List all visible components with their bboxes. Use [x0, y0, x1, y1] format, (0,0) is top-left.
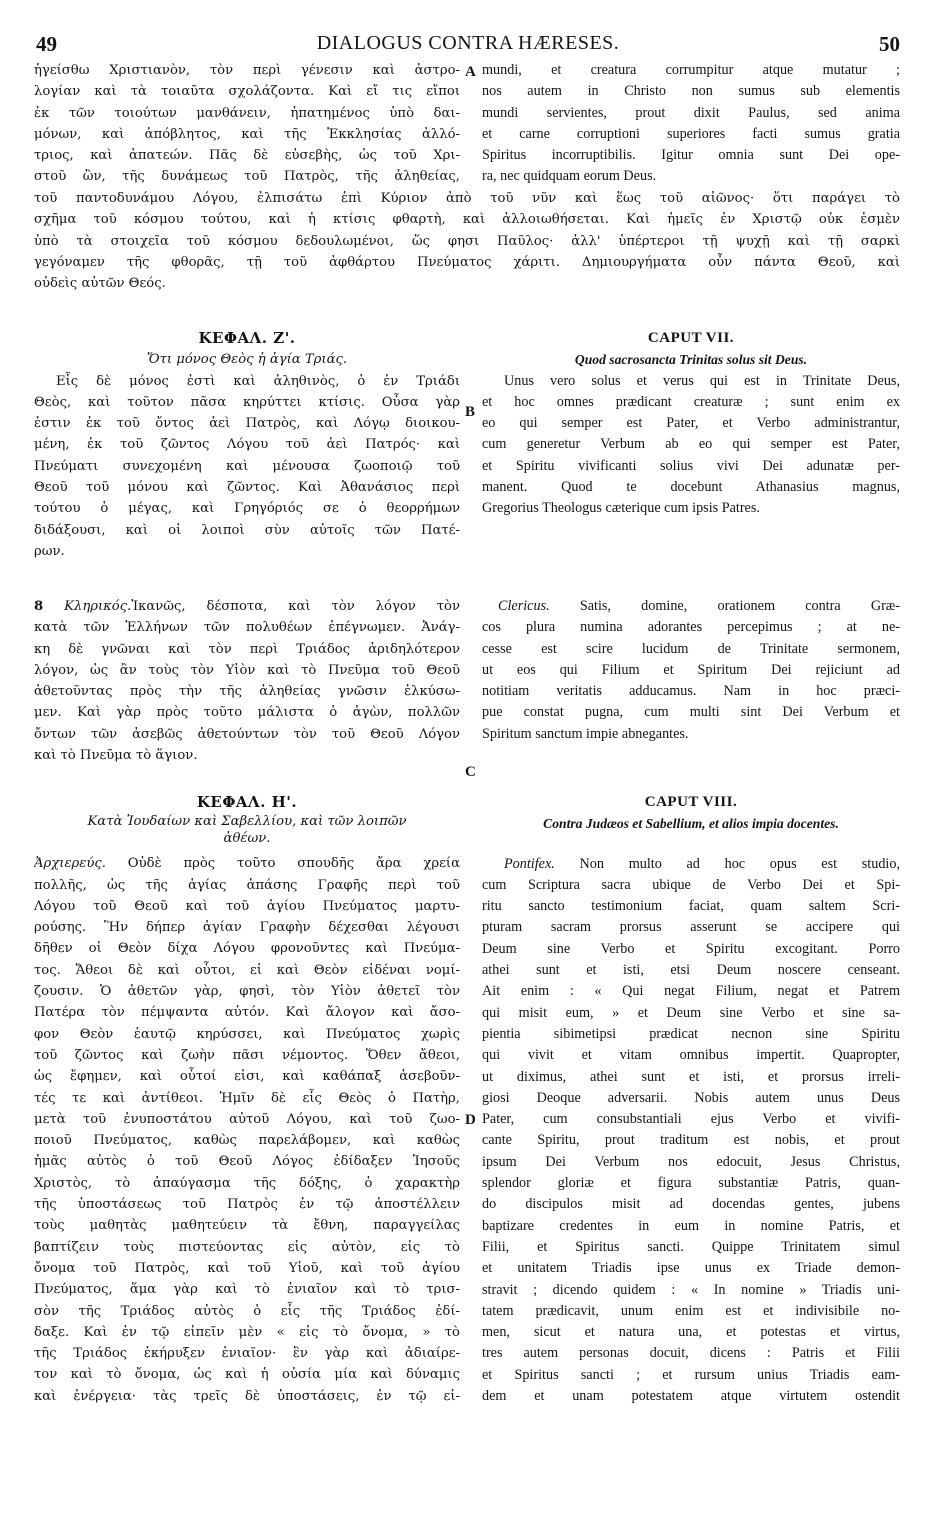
- latin-line: tres autem personas docuit, dicens : Patris et Filii: [482, 1345, 900, 1362]
- greek-line: τριος, καὶ ἀπατεών. Πᾶς δὲ εὐσεβὴς, ὡς τοῦ Χρι-: [34, 148, 460, 164]
- greek-line: μεν. Καὶ γὰρ πρὸς τοῦτο μάλιστα ὁ ἀγὼν, πολλῶν: [34, 705, 460, 721]
- greek-line: διδάξουσι, καὶ οἱ λοιποὶ σὺν αὐτοῖς τῶν Πατέ-: [34, 522, 460, 538]
- greek-line: τοὺς μαθητὰς μαθητεύειν τὰ ἔθνη, παραγγείλας: [34, 1218, 460, 1234]
- latin-line: Spiritum sanctum impie abnegantes.: [482, 725, 689, 742]
- greek-line: τῆς ὑποστάσεως τοῦ Πατρὸς ἐν τῷ ἀποστέλλειν: [34, 1197, 460, 1213]
- latin-line: et unitatem Triadis ipse unus ex Triade demon-: [482, 1260, 900, 1277]
- greek-text: Οὐδὲ πρὸς τοῦτο σπουδῆς ἄρα χρεία: [127, 856, 460, 872]
- latin-line: Spiritus incorruptibilis. Igitur omnia sunt Dei ope-: [482, 147, 900, 164]
- greek-line: στοῦ ὢν, τῆς δυνάμεως τοῦ Πατρὸς, τῆς ἀληθείας,: [34, 169, 460, 185]
- latin-speaker: Clericus.: [498, 598, 550, 614]
- latin-line: qui misit eum, » et Deum sine Verbo et sine sa-: [482, 1004, 900, 1021]
- greek-chapter-heading: ΚΕΦΑΛ. Η'.: [196, 793, 298, 811]
- greek-line: βαπτίζειν τοὺς πιστεύοντας εἰς αὐτὸν, εἰς τὸ: [34, 1239, 460, 1255]
- greek-line: ρων.: [34, 543, 65, 559]
- latin-chapter-subtitle: Quod sacrosancta Trinitas solus sit Deus.: [574, 352, 808, 368]
- latin-line: [482, 854, 900, 875]
- greek-line: ποιοῦ Πνεύματος, καθὼς παρελάβομεν, καὶ καθὼς: [34, 1133, 460, 1149]
- margin-mark-d: D: [465, 1112, 476, 1128]
- greek-speaker: Ἀρχιερεύς.: [34, 856, 106, 872]
- latin-line: cesse est scire lucidum de Trinitate sermonem,: [482, 640, 900, 657]
- latin-speaker: Pontifex.: [504, 855, 555, 872]
- margin-mark-a: A: [465, 64, 476, 80]
- greek-line: λογίαν καὶ τὰ τοιαῦτα σχολάζοντα. Καὶ εἴ τις εἴποι: [34, 84, 460, 100]
- latin-line: cante Spiritu, prout traditum est nobis, et prout: [482, 1132, 900, 1149]
- latin-line: ritu sancto testimonium faciat, quam saltem Scri-: [482, 898, 900, 915]
- greek-line: οὐδεὶς αὐτῶν Θεός.: [34, 276, 166, 292]
- greek-line: ἐκ τῶν τοιούτων μανθάνειν, ἠπατημένος ὑπὸ δαι-: [34, 105, 460, 121]
- latin-chapter-7: [482, 328, 900, 520]
- latin-line: manent. Quod te docebunt Athanasius magnus,: [482, 479, 900, 496]
- latin-line: splendor gloriæ et figura substantiæ Patris, quan-: [482, 1175, 900, 1192]
- latin-line: ut eos qui Filium et Spiritum Dei rejiciunt ad: [482, 661, 900, 678]
- latin-line: et Spiritu vivificanti solius vivi Dei adunatæ per-: [482, 457, 900, 474]
- latin-line: pue constat pugna, cum multi sint Dei Verbum et: [482, 704, 900, 721]
- greek-line: [34, 596, 460, 617]
- greek-line: Θεοῦ τοῦ μόνου καὶ ζῶντος. Καὶ Ἀθανάσιος περὶ: [34, 480, 460, 496]
- greek-line: πολλῆς, ὡς τῆς ἁγίας ἁπάσης Γραφῆς περὶ τοῦ: [34, 877, 460, 893]
- greek-line: Λόγου τοῦ Θεοῦ καὶ τοῦ ἁγίου Πνεύματος μαρτυ-: [34, 898, 460, 914]
- latin-chapter-heading: CAPUT VIII.: [644, 794, 738, 810]
- latin-line: Gregorius Theologus cæterique cum ipsis Patres.: [482, 500, 760, 517]
- latin-line: et carne corruptioni superiores facti sumus gratia: [482, 125, 900, 142]
- margin-mark-b: B: [465, 404, 476, 420]
- page-number-right: 50: [879, 32, 900, 56]
- greek-full-width-passage: [34, 188, 900, 294]
- greek-line: τοῦ παντοδυνάμου Λόγου, ἐλπισάτω ἐπὶ Κύριον ἀπὸ τοῦ νῦν καὶ ἕως τοῦ αἰῶνος· ὅτι παράγει τὸ: [34, 191, 900, 206]
- greek-line: μένη, ἐκ τοῦ ζῶντος Λόγου τοῦ ἀεὶ Πατρός· καὶ: [34, 437, 460, 453]
- greek-line: μόνων, καὶ ἀπόβλητος, καὶ τῆς Ἐκκλησίας ἀλλό-: [34, 126, 460, 142]
- greek-line: Πνεύματι συνεχομένη καὶ μένουσα ζωοποιῷ τοῦ: [34, 458, 460, 474]
- latin-text: Non multo ad hoc opus est studio,: [579, 855, 900, 872]
- latin-line: ut diximus, athei sunt et isti, et prorsus irreli-: [482, 1068, 900, 1085]
- latin-line: Pater, cum consubstantiali ejus Verbo et vivifi-: [482, 1111, 900, 1128]
- greek-line: καὶ τὸ Πνεῦμα τὸ ἅγιον.: [34, 748, 198, 764]
- greek-chapter-heading: ΚΕΦΑΛ. Ζ'.: [198, 329, 296, 347]
- greek-chapter-7: [34, 328, 460, 562]
- greek-line: ὑπὸ τὰ στοιχεῖα τοῦ κόσμου δεδουλωμένοι, ὥς φησι Παῦλος· ἀλλ' ὑπέρτεροι τῇ ψυχῇ καὶ τῇ σαρκὶ: [34, 233, 900, 249]
- latin-line: mundi servientes, prout dixit Paulus, sed anima: [482, 104, 900, 121]
- greek-line: [34, 853, 460, 874]
- greek-line: Εἷς δὲ μόνος ἐστὶ καὶ ἀληθινὸς, ὁ ἐν Τριάδι: [56, 373, 460, 389]
- latin-line: tatem prædicavit, unum enim est et indivisibile no-: [482, 1302, 900, 1319]
- latin-line: Filii, et Spiritus sancti. Quippe Trinitatem simul: [482, 1238, 900, 1255]
- latin-line: athei sunt et isti, etsi Deum noscere censeant.: [482, 962, 900, 979]
- greek-line: γεγόναμεν τῆς φθορᾶς, τῇ τοῦ ἀφθάρτου Πνεύματος χάριτι. Δημιουργήματα οὖν πάντα Θεοῦ, καὶ: [34, 254, 900, 270]
- latin-line: stravit ; dicendo quidem : « In nomine » Triadis uni-: [482, 1281, 900, 1298]
- latin-line: Unus vero solus et verus qui est in Trinitate Deus,: [504, 372, 900, 389]
- page-number-left: 49: [36, 32, 57, 56]
- latin-text: Satis, domine, orationem contra Græ-: [579, 598, 900, 614]
- latin-column-top: [482, 60, 900, 188]
- running-title: DIALOGUS CONTRA HÆRESES.: [316, 32, 620, 54]
- greek-line: ρούσης. Ἣν δήπερ ἁγίαν Γραφὴν δέχεσθαι λέγουσι: [34, 920, 460, 936]
- greek-column-top: [34, 60, 460, 188]
- latin-chapter-heading: CAPUT VII.: [647, 330, 735, 346]
- greek-line: ὄνομα τοῦ Πατρὸς, καὶ τοῦ Υἱοῦ, καὶ τοῦ ἁγίου: [34, 1260, 460, 1276]
- greek-line: κατὰ τῶν Ἑλλήνων τῶν πολυθέων ἐπέγνωμεν. Ἀνάγ-: [34, 620, 460, 636]
- latin-line: cos plura numina adorantes percepimus ; at ne-: [482, 619, 900, 636]
- greek-line: φον Θεὸν ἑαυτῷ κηρύσσει, καὶ Πνεύματος χωρὶς: [34, 1026, 460, 1042]
- greek-line: τῆς Τριάδος ἐκήρυξεν ἑνιαῖον· ἓν γὰρ καὶ ἀδιαίρε-: [34, 1346, 460, 1362]
- greek-dialogue-clericus: [34, 596, 460, 766]
- latin-line: et hoc omnes prædicant creaturæ ; sunt enim ex: [482, 393, 900, 410]
- greek-line: ἐστιν ἐκ τοῦ ὄντος ἀεὶ Πατρὸς, καὶ Λόγῳ διοικου-: [34, 416, 460, 432]
- latin-line: pientia sibimetipsi prædicat necnon sine Spiritu: [482, 1025, 900, 1042]
- section-mark: 8: [34, 599, 44, 614]
- latin-chapter-8: [482, 792, 900, 1407]
- greek-line: ἡγείσθω Χριστιανὸν, τὸν περὶ γένεσιν καὶ ἀστρο-: [34, 63, 460, 78]
- latin-line: et Spiritus sancti ; et rursum unius Triadis eam-: [482, 1366, 900, 1383]
- greek-line: ἡμᾶς αὐτὸς ὁ τοῦ Θεοῦ Λόγος ἐδίδαξεν Ἰησοῦς: [34, 1154, 460, 1170]
- latin-line: baptizare credentes in eum in nomine Patris, et: [482, 1217, 900, 1234]
- latin-line: pturam sacram prorsus asserunt se accipere qui: [482, 919, 900, 936]
- greek-chapter-8: [34, 792, 460, 1407]
- greek-chapter-subtitle-cont: ἀθέων.: [223, 831, 271, 847]
- greek-line: ὡς ἔφημεν, καὶ οὗτοί εἰσι, καὶ καθάπαξ ἀσεβοῦν-: [34, 1069, 460, 1085]
- greek-line: δαξε. Καὶ ἐν τῷ εἰπεῖν μὲν « εἰς τὸ ὄνομα, » τὸ: [34, 1324, 460, 1340]
- latin-line: Ait enim : « Qui negat Filium, negat et Patrem: [482, 983, 900, 1000]
- greek-line: Πνεύματος, ἅμα γὰρ καὶ τὸ ἑνιαῖον καὶ τὸ τρισ-: [34, 1282, 460, 1298]
- greek-line: καὶ ἐνέργεια· τὰς τρεῖς δὲ ὑποστάσεις, ἐν τῷ εἰ-: [34, 1388, 460, 1404]
- latin-line: dem et unam potestatem atque virtutem ostendit: [482, 1388, 900, 1405]
- greek-chapter-subtitle: Κατὰ Ἰουδαίων καὶ Σαβελλίου, καὶ τῶν λοιπῶν: [87, 814, 407, 830]
- latin-dialogue-clericus: [482, 596, 900, 745]
- latin-line: [482, 596, 900, 617]
- latin-line: ipsum Dei Verbum nos edocuit, Jesus Christus,: [482, 1153, 900, 1170]
- latin-line: men, sicut et natura una, et potestas et virtus,: [482, 1324, 900, 1341]
- latin-line: do discipulos misit ad docendas gentes, jubens: [482, 1196, 900, 1213]
- latin-line: giosi Deoque adversarii. Nobis autem unus Deus: [482, 1089, 900, 1106]
- latin-line: notitiam veritatis adducamus. Nam in hoc præci-: [482, 683, 900, 700]
- greek-line: δῆθεν οἱ Θεὸν δίχα Λόγου φρονοῦντες καὶ Πνεύμα-: [34, 941, 460, 957]
- greek-line: Θεὸς, καὶ τοῦτον πᾶσα κηρύττει κτίσις. Οὖσα γὰρ: [34, 394, 460, 410]
- greek-chapter-subtitle: Ὅτι μόνος Θεὸς ἡ ἁγία Τριάς.: [146, 352, 348, 368]
- latin-line: Deum sine Verbo et Spiritu excogitant. Porro: [482, 940, 900, 957]
- greek-text: Ἱκανῶς, δέσποτα, καὶ τὸν λόγον τὸν: [131, 599, 460, 614]
- margin-mark-c: C: [465, 764, 476, 780]
- greek-line: κη δὲ γνῶναι καὶ τὸν περὶ Τριάδος ἀριδηλότερον: [34, 641, 460, 657]
- greek-line: μετὰ τοῦ ἐνυποστάτου αὐτοῦ Λόγου, καὶ τοῦ ζωο-: [34, 1111, 460, 1127]
- greek-line: τον καὶ τὸ ὄνομα, ὡς καὶ ἡ οὐσία μία καὶ δύναμις: [34, 1367, 460, 1383]
- greek-line: ζουσιν. Ὁ ἀθετῶν γὰρ, φησὶ, τὸν Υἱὸν ἀθετεῖ τὸν: [34, 984, 460, 1000]
- latin-line: cum Scriptura sacra ubique de Verbo Dei et Spi-: [482, 876, 900, 893]
- greek-line: σὸν τῆς Τριάδος αὐτὸς ὁ εἷς τῆς Τριάδος ἐδί-: [34, 1303, 460, 1319]
- greek-line: ὄντων τῶν ἀσεβῶς ἀθετούντων τὸν τοῦ Θεοῦ Λόγον: [34, 726, 460, 742]
- greek-speaker: Κληρικός.: [64, 599, 132, 614]
- greek-line: σχῆμα τοῦ κόσμου τούτου, καὶ ἡ κτίσις φθαρτὴ, καὶ ἀλλοιωθήσεται. Καὶ ἡμεῖς ἐν Χριστῷ οὐκ ἐσμὲν: [34, 212, 900, 228]
- greek-line: Πατέρα τὸν πέμψαντα αὐτόν. Καὶ ἄλογον καὶ ἄσο-: [34, 1005, 460, 1021]
- latin-line: cum generetur Verbum ab eo qui semper est Pater,: [482, 436, 900, 453]
- latin-line: nos autem in Christo non sumus sub elementis: [482, 83, 900, 100]
- latin-line: eo qui semper est Pater, et Verbo administrantur,: [482, 415, 900, 432]
- greek-line: τος. Ἄθεοι δὲ καὶ οὗτοι, εἰ καὶ Θεὸν εἰδέναι νομί-: [34, 962, 460, 978]
- running-header: [36, 32, 900, 58]
- greek-line: λόγον, ὡς ἂν τοὺς τὸν Υἱὸν καὶ τὸ Πνεῦμα τοῦ Θεοῦ: [34, 662, 460, 678]
- greek-line: Χριστὸς, τὸ ἀπαύγασμα τῆς δόξης, ὁ χαρακτὴρ: [34, 1175, 460, 1191]
- greek-line: τές τε καὶ ἀντίθεοι. Ἡμῖν δὲ εἷς Θεὸς ὁ Πατὴρ,: [34, 1090, 460, 1106]
- latin-line: ra, nec quidquam eorum Deus.: [482, 168, 657, 185]
- latin-chapter-subtitle: Contra Judæos et Sabellium, et alios impia docentes.: [543, 816, 839, 832]
- greek-line: τοῦ ζῶντος καὶ ζωὴν πᾶσι νέμοντος. Ὅθεν ἄθεοι,: [34, 1047, 460, 1063]
- latin-line: qui vivit et vitam omnibus impertit. Quapropter,: [482, 1047, 900, 1064]
- greek-line: ἀθετοῦντας πρὸς τὴν τῆς ἀληθείας γνῶσιν ἑλκύσω-: [34, 684, 460, 700]
- latin-line: mundi, et creatura corrumpitur atque mutatur ;: [482, 62, 900, 78]
- greek-line: τούτου ὁ μέγας, καὶ Γρηγόριός σε ὁ θεορρήμων: [34, 501, 460, 517]
